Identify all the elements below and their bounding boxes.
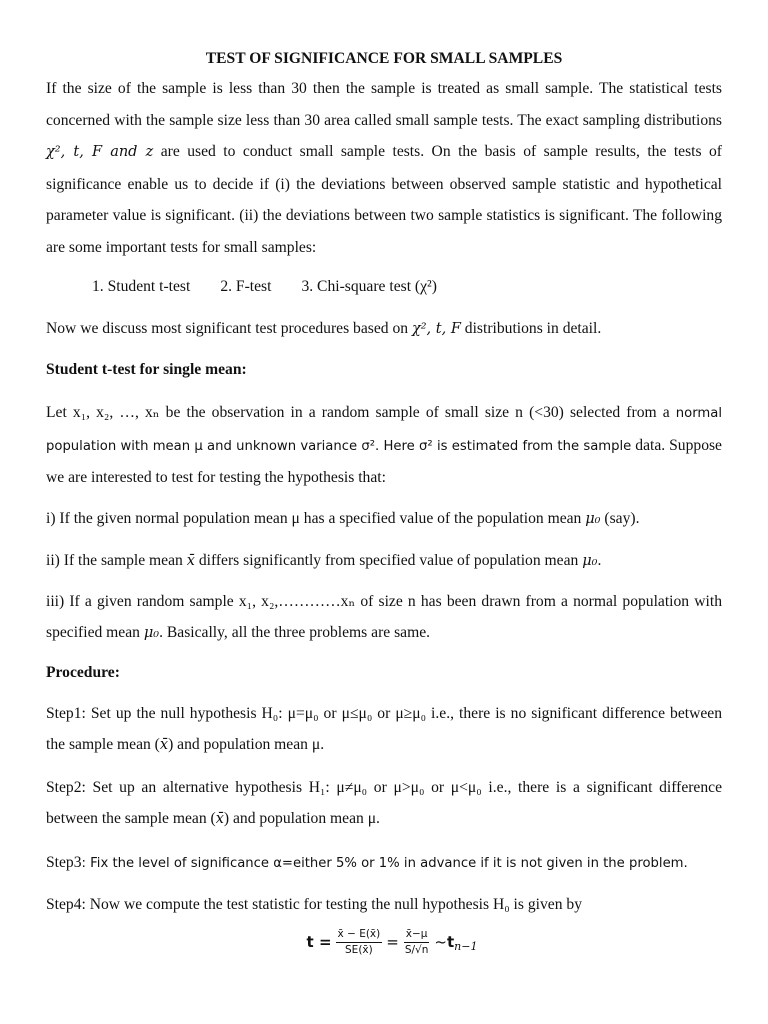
- test-statistic-formula: [62, 928, 722, 957]
- step-1-text-b: ) and population mean μ.: [168, 736, 325, 753]
- step-2-text-b: ) and population mean μ.: [223, 810, 380, 827]
- formula-fraction-1: [336, 928, 383, 957]
- case-2-text-a: ii) If the sample mean: [46, 551, 187, 569]
- fraction-2-denominator: S/√n: [404, 943, 429, 956]
- case-1-math: μ₀: [585, 510, 601, 527]
- formula-lhs: t =: [306, 933, 332, 951]
- discuss-text-b: distributions in detail.: [460, 320, 602, 337]
- case-2: [46, 550, 722, 572]
- step-1-math: x̄: [159, 737, 169, 753]
- step-2: [46, 772, 722, 836]
- step-3: [46, 852, 722, 875]
- formula-tilde: ~: [434, 933, 447, 951]
- list-item: 3. Chi-square test (χ²): [301, 278, 437, 295]
- intro-text-a: If the size of the sample is less than 30 then the sample is treated as small sample. The statistical tests concerned with the sample size less than 30 area called small sample tests. The exact sampling distributions: [46, 80, 722, 129]
- list-item: 1. Student t-test: [92, 278, 191, 295]
- step-1-text-a: Step1: Set up the null hypothesis H₀: μ=μ₀ or μ≤μ₀ or μ≥μ₀ i.e., there is no significant difference between the sample mean (: [46, 704, 722, 753]
- case-2-math-2: μ₀: [582, 552, 598, 569]
- step-2-math: x̄: [215, 811, 224, 827]
- let-text-sans: normal population with mean μ and unknown variance σ². Here σ² is estimated from the sample: [46, 406, 722, 454]
- list-item: 2. F-test: [220, 278, 272, 295]
- let-text-a: Let x₁, x₂, …, xₙ be the observation in a random sample of small size n (<30) selected from a: [46, 404, 676, 421]
- case-3-text-b: . Basically, all the three problems are same.: [159, 624, 431, 641]
- intro-paragraph: [46, 73, 722, 263]
- case-3: [46, 586, 722, 650]
- step-1: [46, 698, 722, 762]
- case-3-text-a: iii) If a given random sample x₁, x₂,…………xₙ of size n has been drawn from a normal population with specified mean: [46, 592, 722, 641]
- discuss-paragraph: [46, 318, 722, 340]
- formula-fraction-2: [403, 928, 431, 957]
- intro-text-b: are used to conduct small sample tests. On the basis of sample results, the tests of significance enable us to decide if (i) the deviations between observed sample statistic and hypothetical parameter value is significant. (ii) the deviations between two sample statistics is significant. The following are some important tests for small samples:: [46, 143, 722, 256]
- page-title: TEST OF SIGNIFICANCE FOR SMALL SAMPLES: [205, 50, 563, 67]
- step-3-text-sans: : Fix the level of significance α=either 5% or 1% in advance if it is not given in the problem.: [81, 855, 688, 871]
- fraction-2-numerator: x̄−μ: [404, 928, 430, 943]
- fraction-1-numerator: x̄ − E(x̄): [336, 928, 383, 943]
- intro-math: χ², t, F and z: [46, 144, 154, 160]
- formula-subscript: n−1: [454, 939, 478, 953]
- fraction-1-denominator: SE(x̄): [345, 943, 373, 956]
- step-4: Step4: Now we compute the test statistic for testing the null hypothesis H₀ is given by: [46, 895, 582, 913]
- case-2-text-b: differs significantly from specified value of population mean: [194, 551, 583, 569]
- heading-ttest: Student t-test for single mean:: [46, 361, 247, 378]
- step-2-text-a: Step2: Set up an alternative hypothesis H₁: μ≠μ₀ or μ>μ₀ or μ<μ₀ i.e., there is a significant difference between the sample mean (: [46, 778, 722, 827]
- tests-list: [46, 275, 722, 299]
- let-paragraph: [46, 397, 722, 494]
- case-2-text-c: .: [597, 551, 602, 569]
- step-3-text-a: Step3: [46, 853, 82, 871]
- formula-equals: =: [386, 933, 399, 951]
- case-1: [46, 508, 722, 530]
- let-text-b: data. Suppose we are interested to test for testing the hypothesis that:: [46, 436, 722, 486]
- discuss-text-a: Now we discuss most significant test procedures based on: [46, 320, 412, 337]
- case-1-text-a: i) If the given normal population mean μ has a specified value of the population mean: [46, 509, 586, 527]
- case-2-math: x̄: [186, 552, 195, 569]
- heading-procedure: Procedure:: [46, 663, 120, 681]
- formula-t: t: [446, 933, 455, 951]
- case-1-text-b: (say).: [600, 509, 640, 527]
- case-3-math: μ₀: [143, 625, 160, 641]
- discuss-math: χ², t, F: [411, 321, 461, 337]
